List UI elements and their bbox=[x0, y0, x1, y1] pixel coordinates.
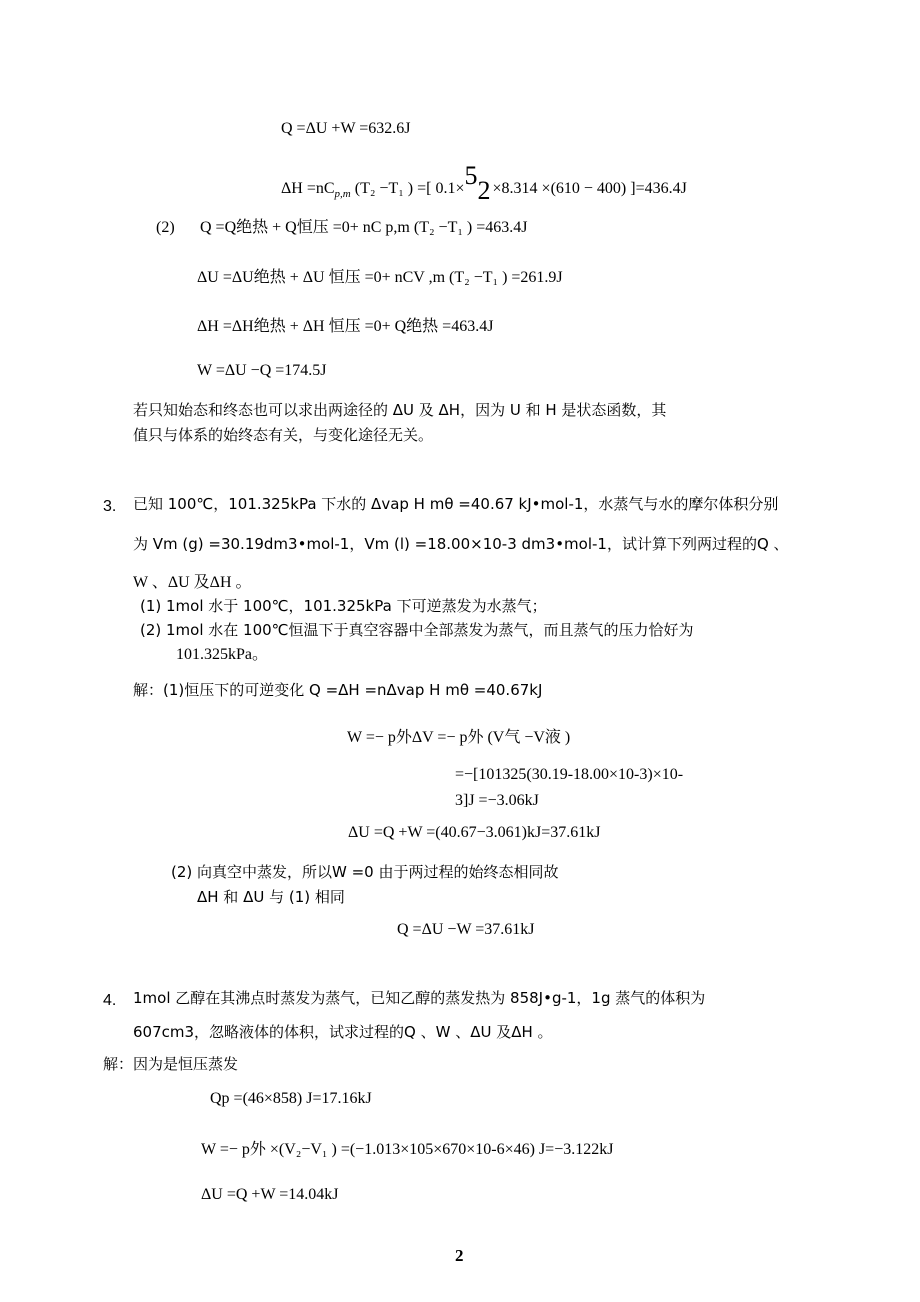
eq-energy-4 bbox=[201, 1186, 339, 1204]
problem-3-item-2-cont-text: 101.325kPa。 bbox=[176, 646, 269, 663]
eq-energy-4-text: ΔU =Q +W =14.04kJ bbox=[201, 1186, 339, 1203]
problem-3-line-1-text: 已知 100℃，101.325kPa 下水的 Δvap H mθ =40.67 kJ•mol-1，水蒸气与水的摩尔体积分别 bbox=[133, 495, 779, 513]
eq-heat-4 bbox=[210, 1090, 372, 1108]
problem-3-line-3 bbox=[133, 574, 252, 592]
eq-part2-h-text: ΔH =ΔH绝热 + ΔH 恒压 =0+ Q绝热 =463.4J bbox=[197, 318, 494, 335]
eq-heat-4-text: Qp =(46×858) J=17.16kJ bbox=[210, 1090, 372, 1107]
eq-heat-3-text: Q =ΔU −W =37.61kJ bbox=[397, 921, 535, 938]
eq-heat-3 bbox=[397, 921, 535, 939]
eq-work-2 bbox=[455, 766, 683, 784]
eq-part2-h bbox=[197, 318, 493, 336]
eq-work-1-text: W =− p外ΔV =− p外 (V气 −V液 ) bbox=[347, 729, 571, 746]
solution-3-part-1 bbox=[133, 682, 542, 699]
problem-3-number bbox=[103, 498, 116, 516]
eq-h-part-c: (T₂ −T₁ ) =[ 0.1× bbox=[354, 180, 465, 197]
eq-h-subscript: p,m bbox=[334, 188, 351, 201]
problem-3-line-2-text: 为 Vm (g) =30.19dm3•mol-1，Vm (l) =18.00×10-3 dm3•mol-1，试计算下列两过程的Q 、 bbox=[133, 535, 789, 553]
fraction-denominator: 2 bbox=[477, 176, 491, 205]
problem-3-item-1-text: (1) 1mol 水于 100℃，101.325kPa 下可逆蒸发为水蒸气； bbox=[140, 597, 547, 615]
problem-4-line-1-text: 1mol 乙醇在其沸点时蒸发为蒸气，已知乙醇的蒸发热为 858J•g-1，1g 蒸气的体积为 bbox=[133, 989, 706, 1007]
problem-3-line-3-text: W 、ΔU 及ΔH 。 bbox=[133, 574, 252, 591]
conclusion-line-1 bbox=[133, 402, 666, 419]
part2-number bbox=[156, 219, 175, 237]
solution-3-part-2-note-text: ΔH 和 ΔU 与 (1) 相同 bbox=[197, 888, 345, 906]
page-number bbox=[455, 1246, 464, 1266]
eq-work-2-text: =−[101325(30.19-18.00×10-3)×10- bbox=[455, 766, 684, 783]
solution-4-intro bbox=[103, 1056, 238, 1073]
eq-part2-u-text: ΔU =ΔU绝热 + ΔU 恒压 =0+ nCV ,m (T₂ −T₁ ) =261.9J bbox=[197, 269, 563, 286]
conclusion-line-2-text: 值只与体系的始终态有关，与变化途径无关。 bbox=[133, 426, 434, 444]
eq-h-part-f: ×8.314 ×(610 − 400) ]=436.4J bbox=[492, 180, 687, 197]
solution-4-intro-text: 解：因为是恒压蒸发 bbox=[103, 1055, 239, 1073]
eq-part2-u bbox=[197, 269, 563, 287]
eq-work-3 bbox=[455, 792, 539, 810]
problem-3-number-text: 3. bbox=[103, 498, 117, 515]
solution-3-part-2-note bbox=[197, 889, 345, 906]
eq-energy-3-text: ΔU =Q +W =(40.67−3.061)kJ=37.61kJ bbox=[348, 824, 601, 841]
conclusion-line-2 bbox=[133, 427, 433, 444]
problem-4-line-1 bbox=[133, 990, 705, 1007]
problem-3-item-1 bbox=[140, 598, 547, 615]
eq-part2-q bbox=[200, 219, 528, 237]
eq-h-part-a: ΔH =nC bbox=[281, 180, 335, 197]
problem-4-number-text: 4. bbox=[103, 992, 117, 1009]
problem-4-line-2-text: 607cm3，忽略液体的体积，试求过程的Q 、W 、ΔU 及ΔH 。 bbox=[133, 1023, 553, 1041]
problem-3-item-2 bbox=[140, 622, 694, 639]
eq-work-3-text: 3]J =−3.06kJ bbox=[455, 792, 539, 809]
eq-work-1 bbox=[347, 729, 570, 747]
problem-3-line-2 bbox=[133, 536, 789, 553]
eq-h-total bbox=[281, 161, 687, 205]
problem-4-number bbox=[103, 992, 116, 1010]
solution-3-part-1-text: 解：(1)恒压下的可逆变化 Q =ΔH =nΔvap H mθ =40.67kJ bbox=[133, 681, 543, 699]
part2-number-text: (2) bbox=[156, 219, 175, 236]
solution-3-part-2 bbox=[171, 864, 559, 881]
fraction-numerator: 5 bbox=[464, 161, 478, 190]
eq-q-total-text: Q =ΔU +W =632.6J bbox=[281, 120, 411, 137]
problem-3-item-2-cont bbox=[176, 646, 268, 664]
solution-3-part-2-text: (2) 向真空中蒸发，所以W =0 由于两过程的始终态相同故 bbox=[171, 863, 559, 881]
eq-part2-w-text: W =ΔU −Q =174.5J bbox=[197, 362, 327, 379]
eq-work-4 bbox=[201, 1141, 613, 1159]
eq-part2-q-text: Q =Q绝热 + Q恒压 =0+ nC p,m (T₂ −T₁ ) =463.4J bbox=[200, 219, 528, 236]
eq-work-4-text: W =− p外 ×(V₂−V₁ ) =(−1.013×105×670×10-6×46) J=−3.122kJ bbox=[201, 1141, 614, 1158]
eq-part2-w bbox=[197, 362, 327, 380]
eq-q-total bbox=[281, 120, 411, 138]
page-number-text: 2 bbox=[455, 1246, 464, 1265]
problem-3-item-2-text: (2) 1mol 水在 100℃恒温下于真空容器中全部蒸发为蒸气，而且蒸气的压力恰好为 bbox=[140, 621, 694, 639]
eq-energy-3 bbox=[348, 824, 600, 842]
problem-4-line-2 bbox=[133, 1024, 553, 1041]
problem-3-line-1 bbox=[133, 496, 778, 513]
conclusion-line-1-text: 若只知始态和终态也可以求出两途径的 ΔU 及 ΔH，因为 U 和 H 是状态函数，其 bbox=[133, 401, 667, 419]
